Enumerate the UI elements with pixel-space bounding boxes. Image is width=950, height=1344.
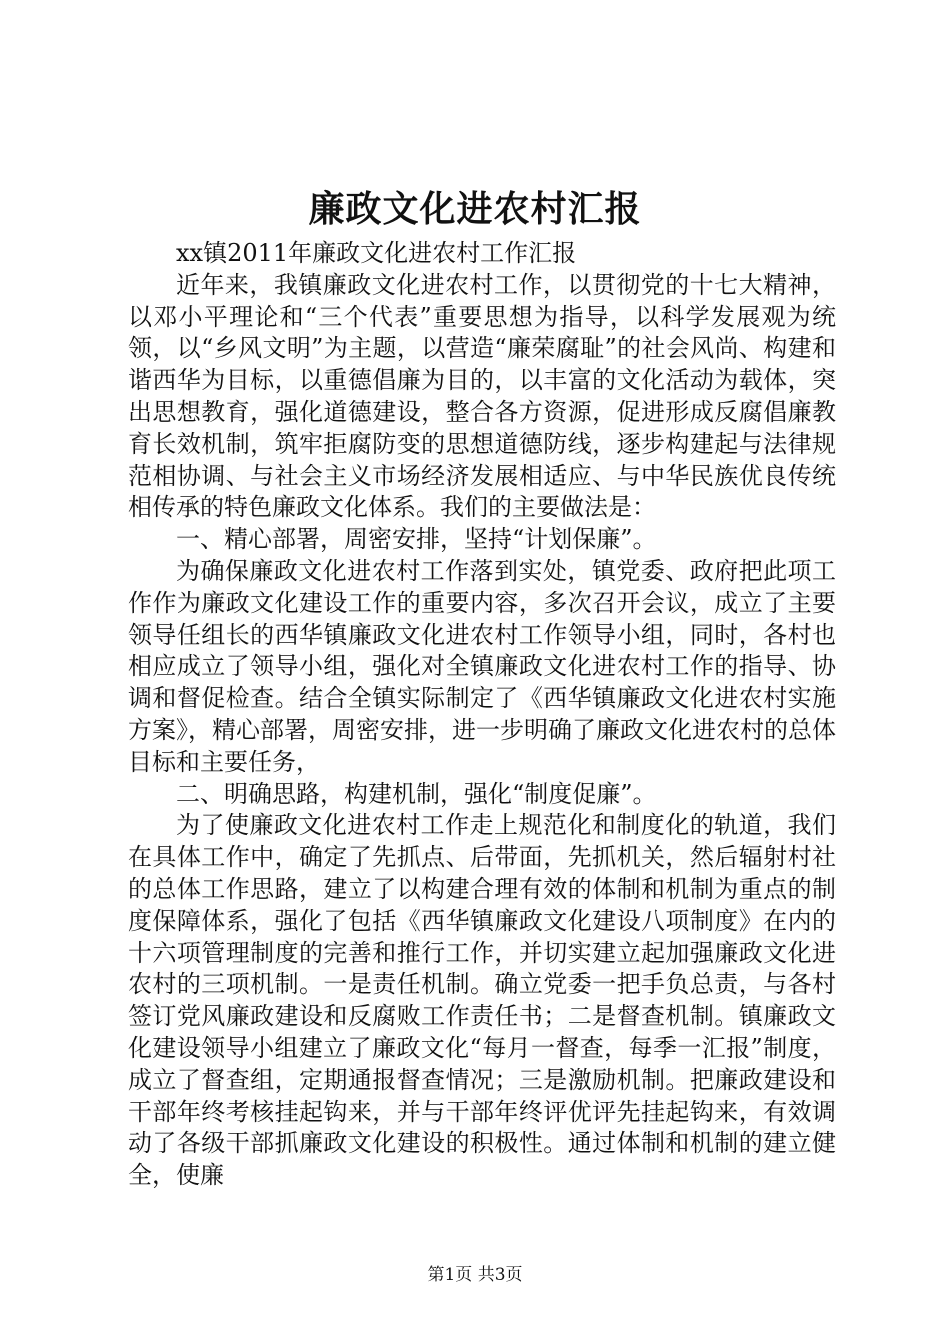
paragraph-section-2: 为了使廉政文化进农村工作走上规范化和制度化的轨道，我们在具体工作中，确定了先抓点、后带面，先抓机关，然后辐射村社的总体工作思路，建立了以构建合理有效的体制和机制为重点的制度保障体系，强化了包括《西华镇廉政文化建设八项制度》在内的十六项管理制度的完善和推行工作，并切实建立起加强廉政文化进农村的三项机制。一是责任机制。确立党委一把手负总责，与各村签订党风廉政建设和反腐败工作责任书；二是督查机制。镇廉政文化建设领导小组建立了廉政文化“每月一督查，每季一汇报”制度，成立了督查组，定期通报督查情况；三是激励机制。把廉政建设和干部年终考核挂起钩来，并与干部年终评优评先挂起钩来，有效调动了各级干部抓廉政文化建设的积极性。通过体制和机制的建立健全，使廉 — [128, 811, 836, 1190]
document-title: 廉政文化进农村汇报 — [308, 188, 642, 230]
section-heading-2: 二、明确思路，构建机制，强化“制度促廉”。 — [176, 779, 657, 808]
section-heading-1: 一、精心部署，周密安排，坚持“计划保廉”。 — [176, 525, 657, 554]
paragraph-section-1: 为确保廉政文化进农村工作落到实处，镇党委、政府把此项工作作为廉政文化建设工作的重要内容，多次召开会议，成立了主要领导任组长的西华镇廉政文化进农村工作领导小组，同时，各村也相应成立了领导小组，强化对全镇廉政文化进农村工作的指导、协调和督促检查。结合全镇实际制定了《西华镇廉政文化进农村实施方案》，精心部署，周密安排，进一步明确了廉政文化进农村的总体目标和主要任务， — [128, 556, 836, 776]
document-body — [128, 238, 836, 1192]
page-footer: 第1页 共3页 — [427, 1265, 523, 1285]
paragraph-subtitle: xx镇2011年廉政文化进农村工作汇报 — [176, 239, 577, 267]
paragraph-intro: 近年来，我镇廉政文化进农村工作，以贯彻党的十七大精神，以邓小平理论和“三个代表”重要思想为指导，以科学发展观为统领，以“乡风文明”为主题，以营造“廉荣腐耻”的社会风尚、构建和谐西华为目标，以重德倡廉为目的，以丰富的文化活动为载体，突出思想教育，强化道德建设，整合各方资源，促进形成反腐倡廉教育长效机制，筑牢拒腐防变的思想道德防线，逐步构建起与法律规范相协调、与社会主义市场经济发展相适应、与中华民族优良传统相传承的特色廉政文化体系。我们的主要做法是： — [128, 270, 836, 522]
